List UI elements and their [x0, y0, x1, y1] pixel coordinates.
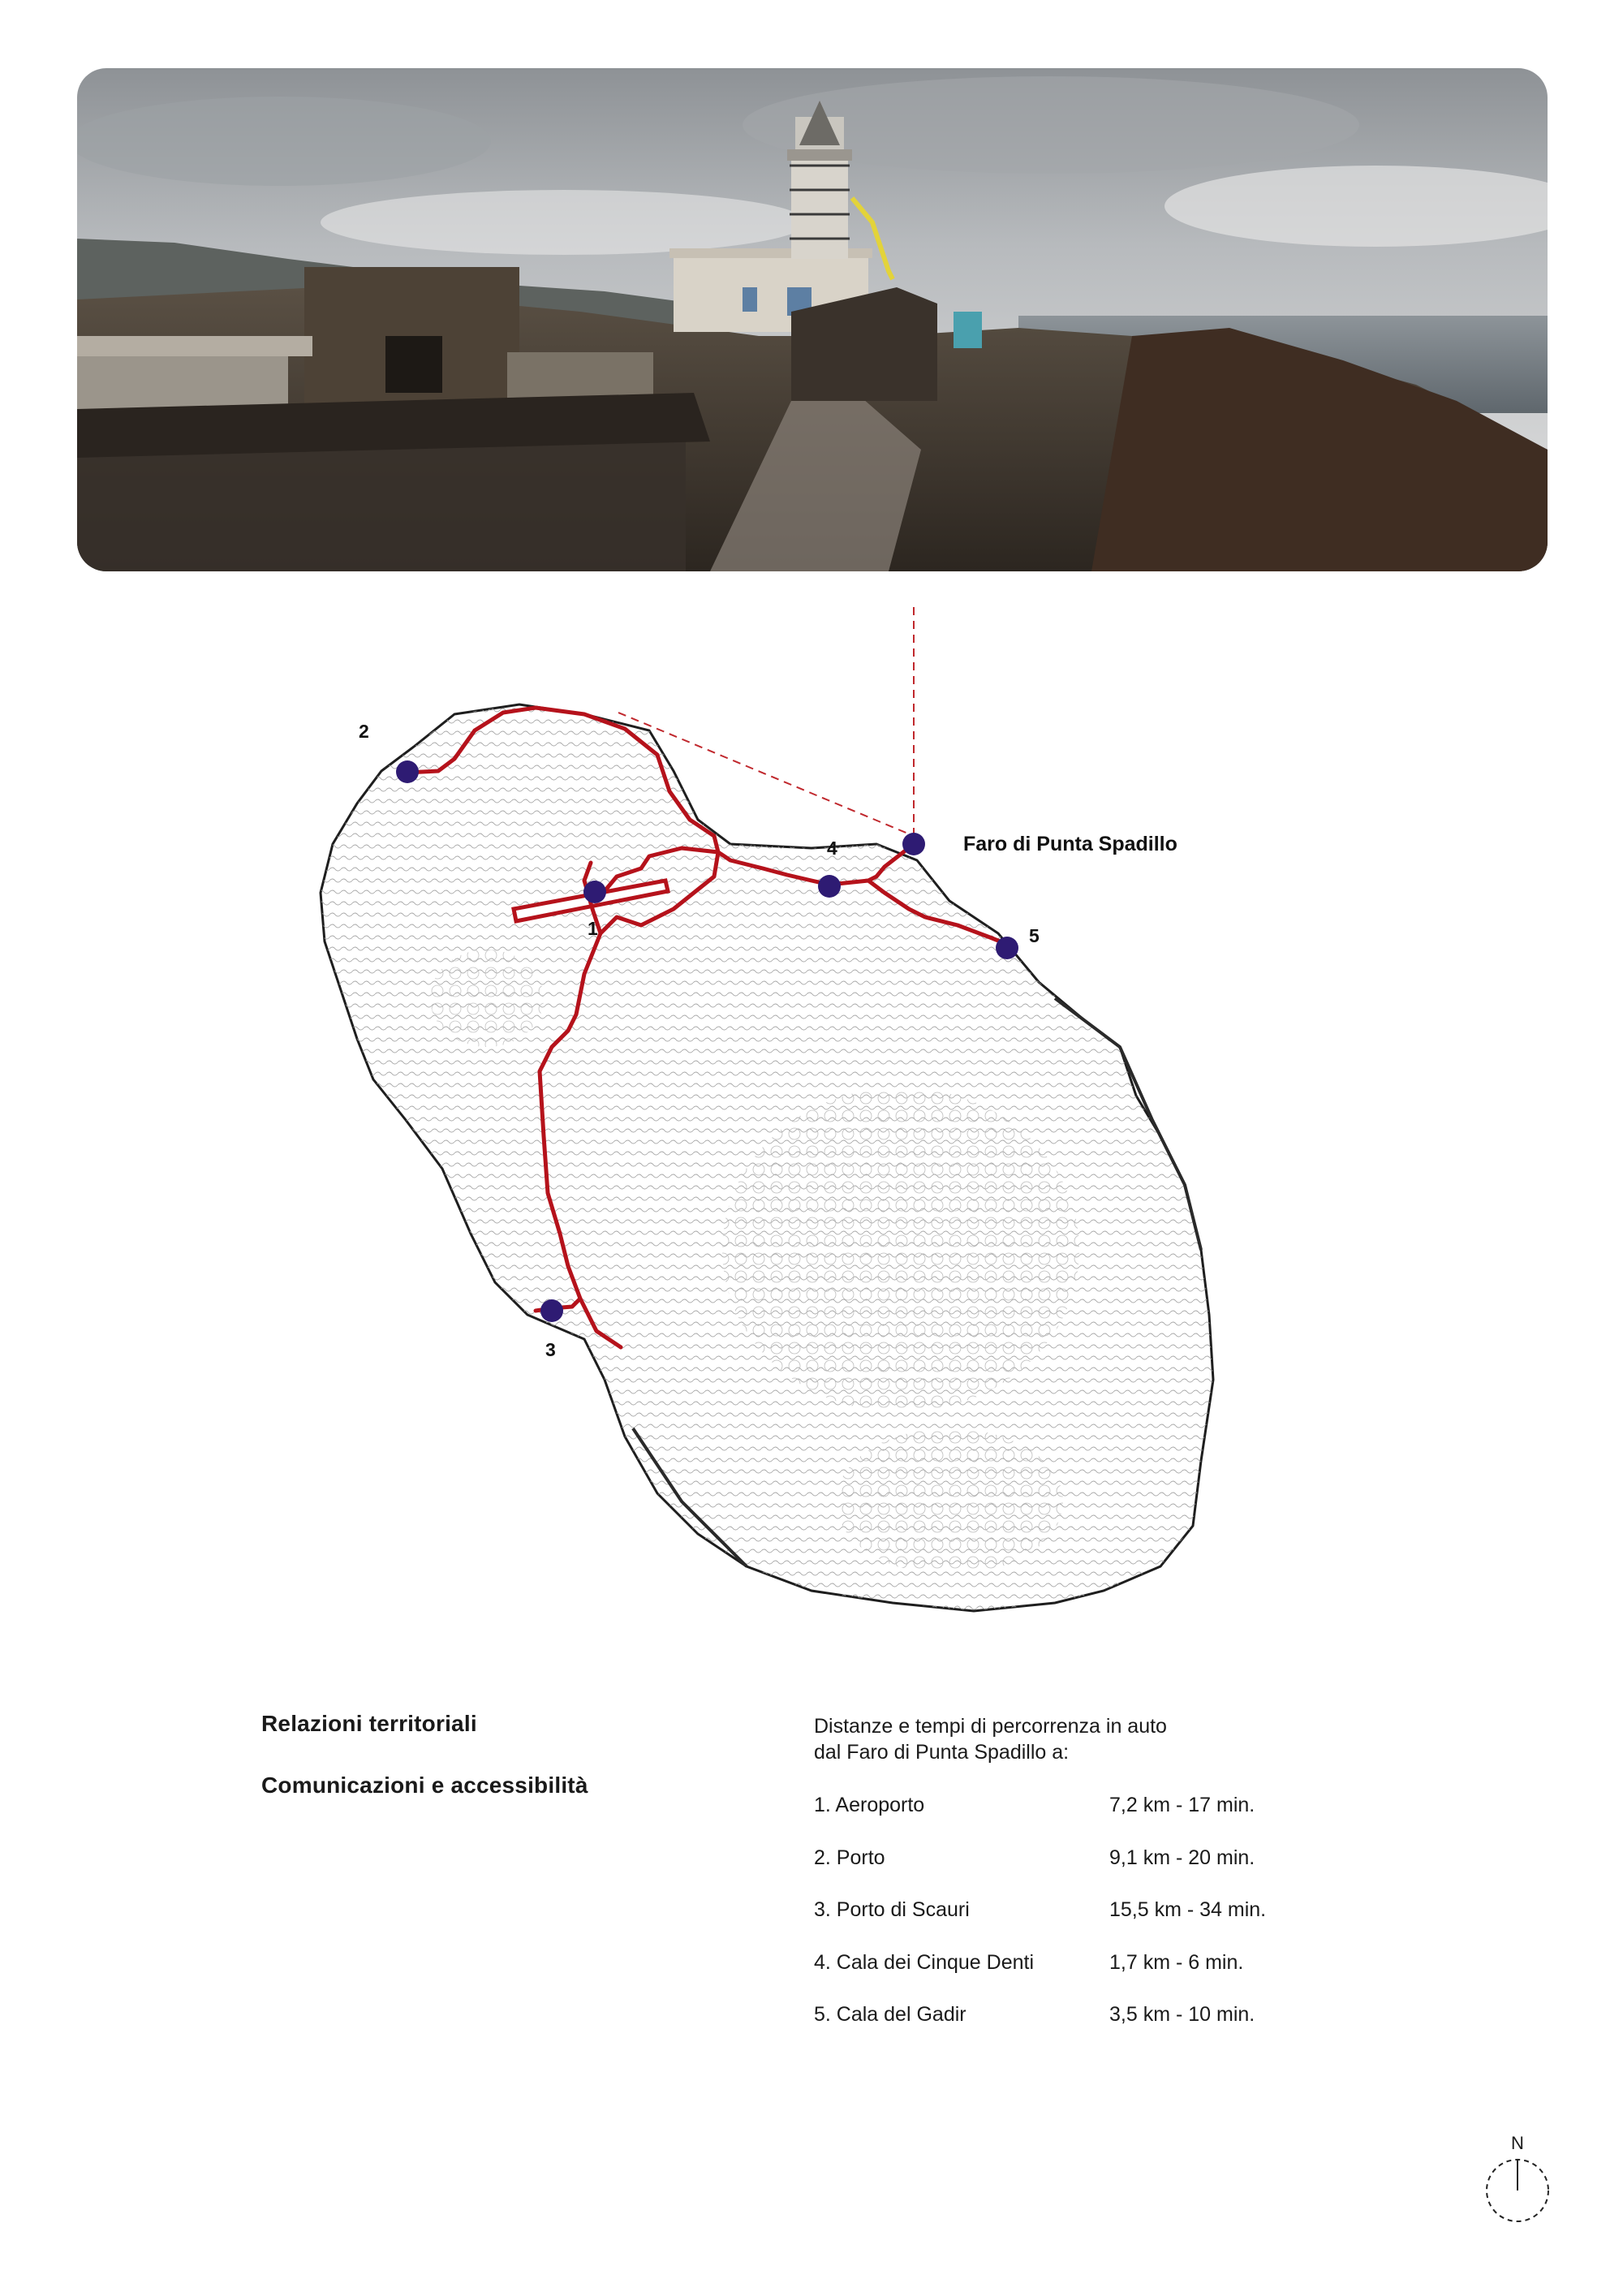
destination-distance: 3,5 km - 10 min. — [1109, 2003, 1255, 2026]
destination-distance: 15,5 km - 34 min. — [1109, 1898, 1267, 1921]
distances-intro — [814, 1713, 1382, 1765]
list-item — [814, 1949, 1382, 2002]
heading-comunicazioni: Comunicazioni e accessibilità — [261, 1773, 588, 1798]
destination-name: 4. Cala dei Cinque Denti — [814, 1950, 1034, 1974]
intro-line-1: Distanze e tempi di percorrenza in auto — [814, 1715, 1167, 1738]
distances-block — [814, 1713, 1382, 2054]
marker-5 — [996, 937, 1018, 959]
marker-faro — [902, 833, 925, 855]
destination-name: 5. Cala del Gadir — [814, 2003, 966, 2026]
compass-icon — [1484, 2157, 1551, 2224]
marker-4 — [818, 875, 841, 898]
list-item — [814, 1845, 1382, 1898]
destination-distance: 1,7 km - 6 min. — [1109, 1950, 1244, 1974]
list-item — [814, 2001, 1382, 2054]
intro-line-2: dal Faro di Punta Spadillo a: — [814, 1741, 1070, 1764]
list-item — [814, 1897, 1382, 1949]
marker-2 — [396, 760, 419, 783]
destination-distance: 9,1 km - 20 min. — [1109, 1846, 1255, 1869]
destination-name: 1. Aeroporto — [814, 1794, 925, 1816]
map-drawing — [0, 568, 1623, 1688]
marker-label-5: 5 — [1029, 925, 1040, 946]
destination-name: 3. Porto di Scauri — [814, 1898, 970, 1921]
north-compass — [1484, 2133, 1551, 2230]
north-letter: N — [1511, 2133, 1524, 2153]
marker-label-3: 3 — [545, 1339, 556, 1360]
destination-name: 2. Porto — [814, 1846, 885, 1869]
lighthouse-landscape-image — [77, 68, 1548, 571]
marker-1 — [583, 881, 606, 903]
list-item — [814, 1792, 1382, 1845]
heading-relazioni: Relazioni territoriali — [261, 1711, 477, 1736]
destination-distance: 7,2 km - 17 min. — [1109, 1794, 1255, 1816]
marker-label-1: 1 — [588, 918, 598, 939]
section-headings — [261, 1711, 588, 1834]
lighthouse-poi-label: Faro di Punta Spadillo — [963, 833, 1177, 855]
island-map — [0, 568, 1623, 1688]
panorama-photo — [77, 68, 1548, 571]
marker-label-4: 4 — [827, 838, 837, 859]
marker-label-2: 2 — [359, 721, 369, 742]
marker-3 — [540, 1299, 563, 1322]
